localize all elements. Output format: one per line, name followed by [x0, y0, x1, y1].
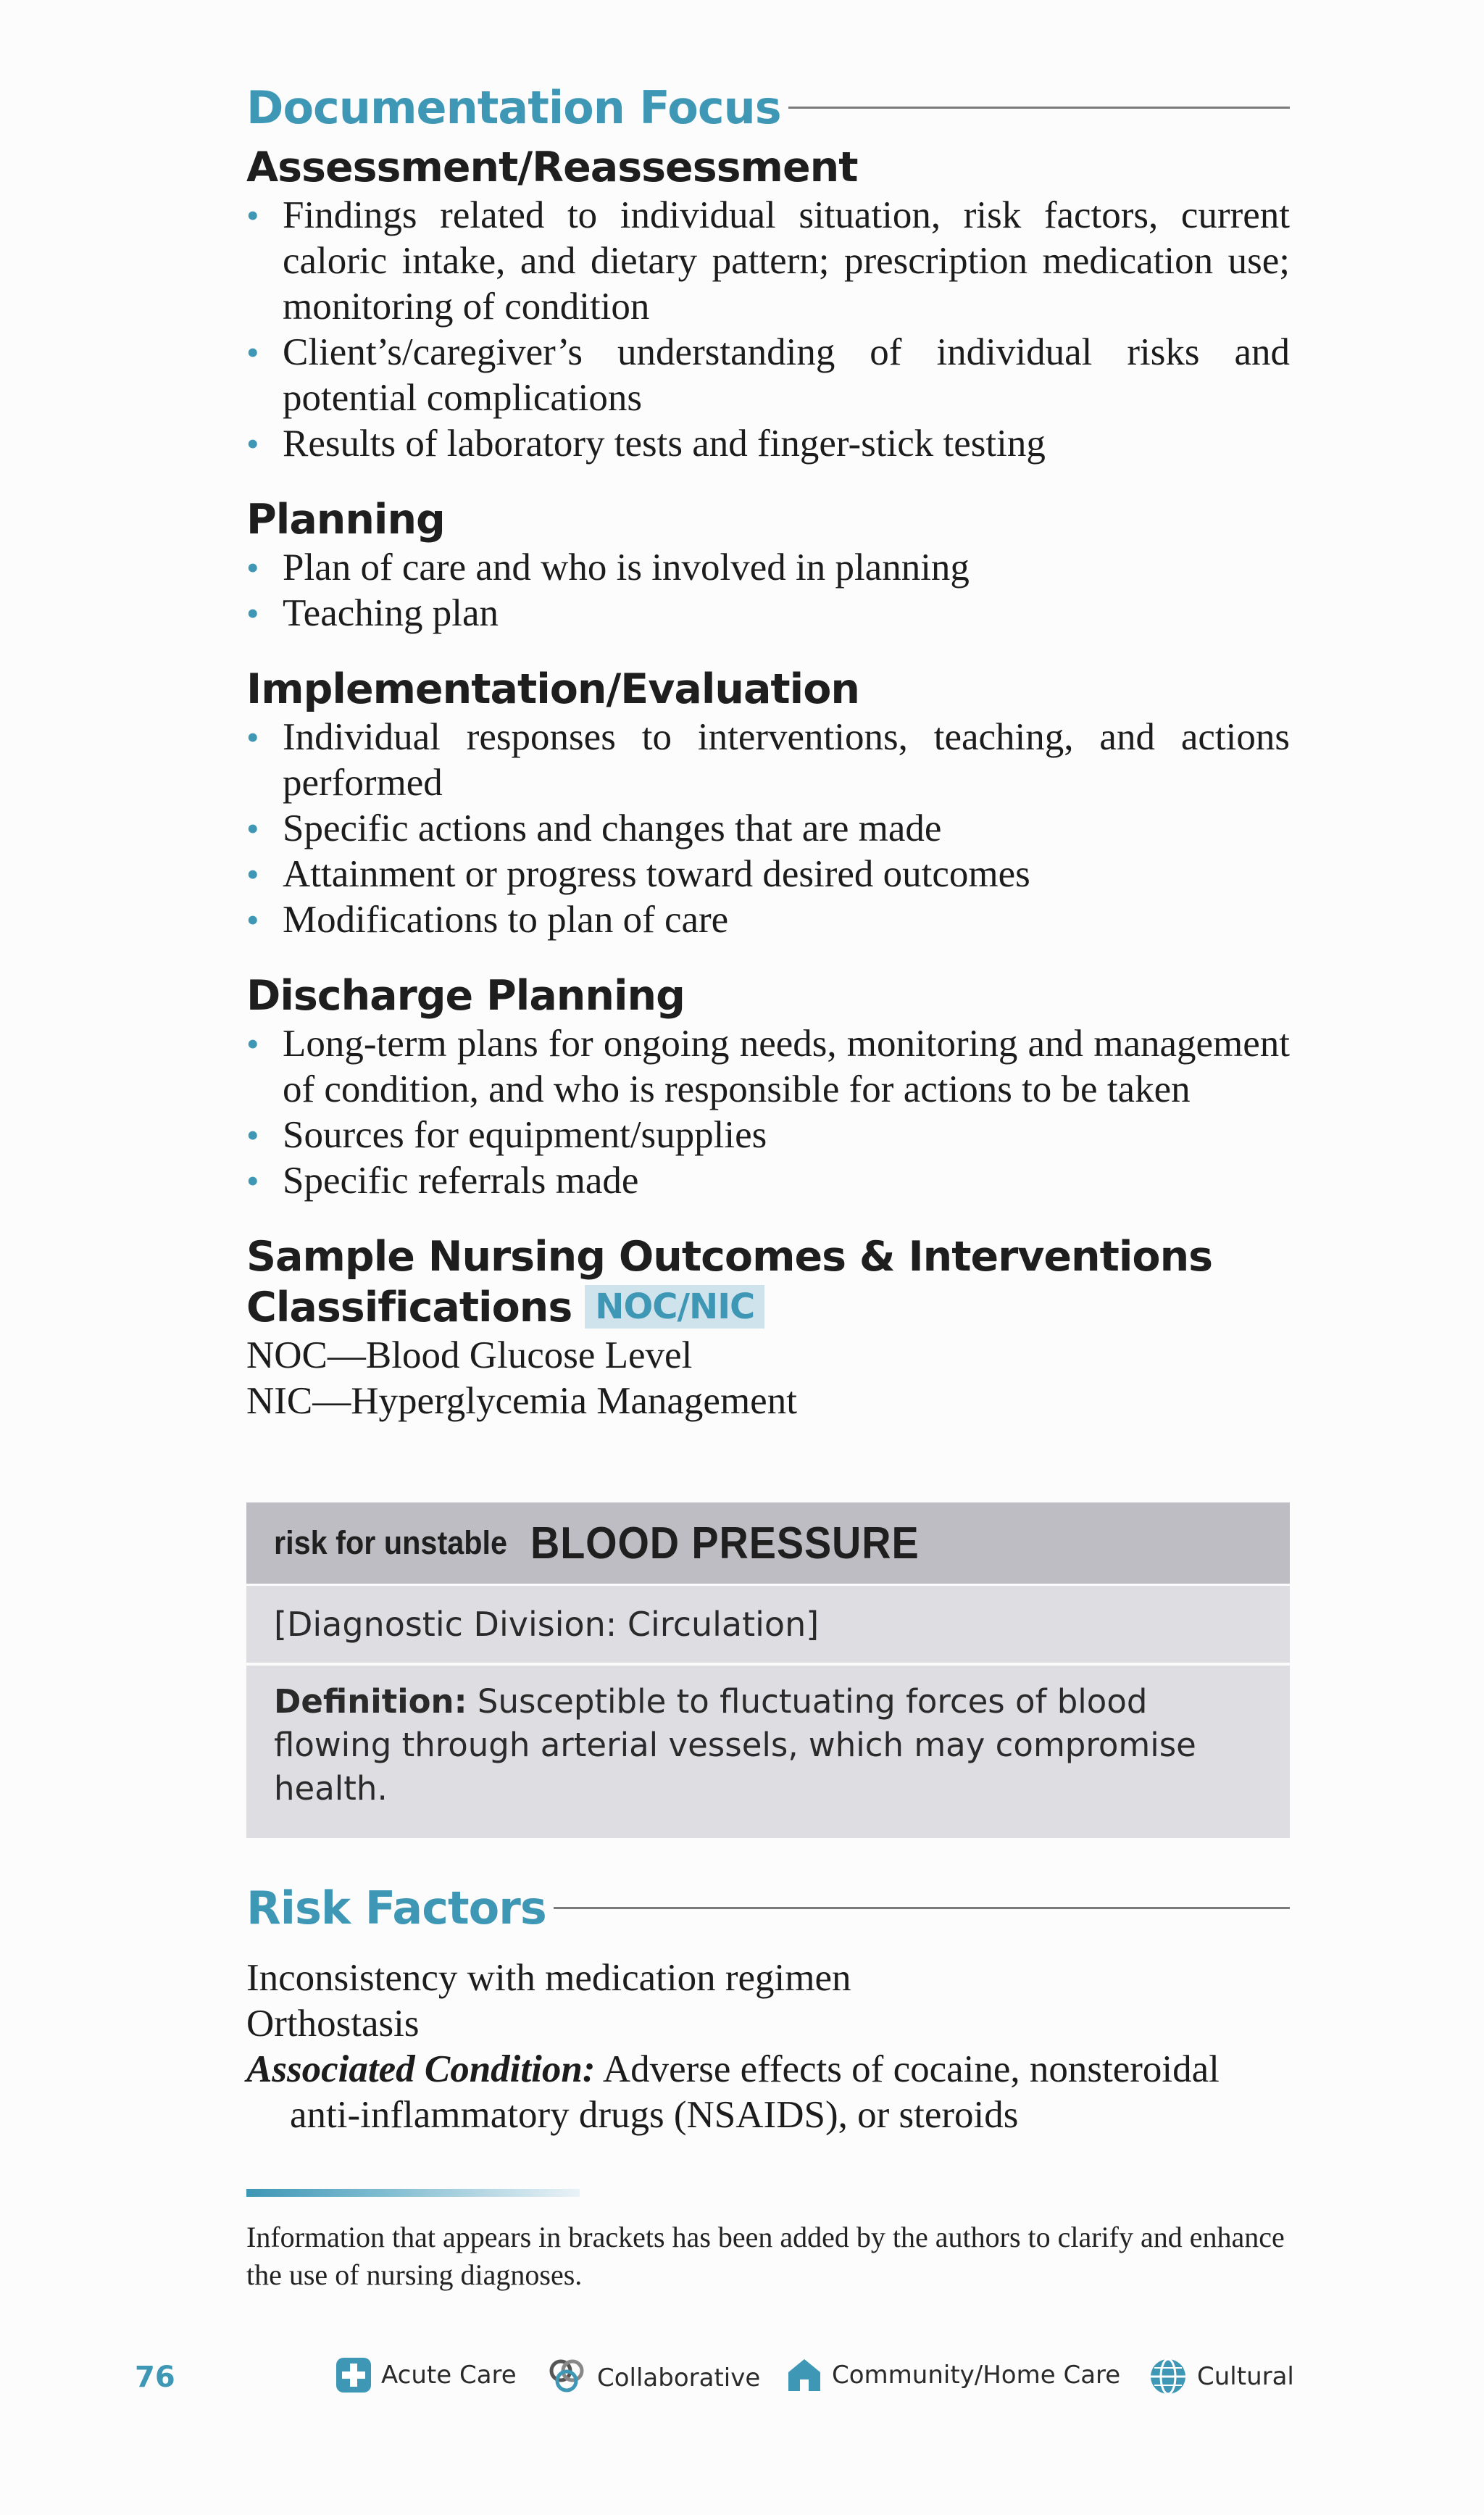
section-title: Risk Factors	[246, 1881, 546, 1934]
list-item: • Specific actions and changes that are made	[246, 806, 1290, 852]
bullet-icon: •	[246, 899, 259, 940]
implementation-list	[246, 715, 1290, 943]
bullet-icon: •	[246, 547, 259, 588]
legend-cultural	[1148, 2356, 1294, 2397]
bullet-icon: •	[246, 808, 259, 849]
noc-line: NOC—Blood Glucose Level	[246, 1334, 693, 1376]
bullet-icon: •	[246, 1160, 259, 1201]
legend-collaborative	[545, 2356, 760, 2400]
sample-heading-line2: Classifications NOC/NIC	[246, 1282, 1290, 1333]
legend-acute-care	[335, 2356, 517, 2394]
title-rule	[554, 1907, 1290, 1909]
planning-list	[246, 545, 1290, 636]
list-item: • Sources for equipment/supplies	[246, 1113, 1290, 1158]
page-number: 76	[135, 2361, 175, 2394]
bullet-icon: •	[246, 1023, 259, 1064]
legend-community-home-care	[785, 2356, 1120, 2394]
bullet-icon: •	[246, 593, 259, 633]
bullet-icon: •	[246, 332, 259, 373]
list-item: • Attainment or progress toward desired outcomes	[246, 852, 1290, 897]
list-item: • Long-term plans for ongoing needs, monitoring and management of condition, and who is responsible for actions to be taken	[246, 1023, 1290, 1110]
list-item: • Individual responses to interventions, teaching, and actions performed	[246, 716, 1290, 804]
associated-condition	[246, 2047, 1290, 2138]
collaborative-rings-icon	[545, 2356, 588, 2400]
list-item: • Plan of care and who is involved in planning	[246, 545, 1290, 591]
diagnosis-title: BLOOD PRESSURE	[530, 1518, 920, 1568]
footnote-rule	[246, 2189, 580, 2197]
diagnosis-card	[246, 1502, 1290, 1838]
page-content	[246, 72, 1290, 2294]
home-icon	[785, 2356, 823, 2394]
assessment-heading: Assessment/Reassessment	[246, 144, 858, 191]
list-item: • Modifications to plan of care	[246, 897, 1290, 943]
diagnostic-division: [Diagnostic Division: Circulation]	[246, 1586, 1290, 1663]
sample-heading-line1: Sample Nursing Outcomes & Interventions	[246, 1233, 1213, 1281]
risk-factor-item: Orthostasis	[246, 2003, 420, 2045]
legend-label: Collaborative	[597, 2364, 761, 2393]
legend-label: Community/Home Care	[832, 2361, 1121, 2390]
implementation-heading: Implementation/Evaluation	[246, 665, 859, 713]
noc-nic-badge: NOC/NIC	[585, 1285, 764, 1329]
legend-label: Cultural	[1197, 2362, 1294, 2391]
bullet-icon: •	[246, 854, 259, 894]
page-footer	[0, 2352, 1484, 2410]
list-item: • Specific referrals made	[246, 1158, 1290, 1204]
bullet-icon: •	[246, 195, 259, 236]
title-rule	[788, 107, 1290, 109]
risk-factor-item: Inconsistency with medication regimen	[246, 1957, 851, 1999]
nic-line: NIC—Hyperglycemia Management	[246, 1380, 797, 1422]
definition-label: Definition:	[274, 1682, 467, 1721]
discharge-list	[246, 1021, 1290, 1204]
bullet-icon: •	[246, 423, 259, 464]
definition-text: Susceptible to fluctuating forces of blood flowing through arterial vessels, which may compromise health.	[274, 1682, 1196, 1808]
footnote: Information that appears in brackets has been added by the authors to clarify and enhance the use of nursing diagnoses.	[246, 2221, 1285, 2291]
assessment-list	[246, 193, 1290, 467]
associated-label: Associated Condition:	[246, 2048, 596, 2090]
list-item: • Client’s/caregiver’s understanding of individual risks and potential complications	[246, 331, 1290, 419]
section-title: Documentation Focus	[246, 80, 781, 134]
discharge-heading: Discharge Planning	[246, 972, 685, 1020]
list-item: • Results of laboratory tests and finger-stick testing	[246, 421, 1290, 467]
planning-heading: Planning	[246, 496, 445, 544]
globe-icon	[1148, 2356, 1188, 2397]
bullet-icon: •	[246, 717, 259, 757]
bullet-icon: •	[246, 1115, 259, 1155]
associated-text: Adverse effects of cocaine, nonsteroidal anti-inflammatory drugs (NSAIDS), or steroids	[290, 2048, 1220, 2136]
risk-factors-header	[246, 1873, 1290, 1942]
list-item: • Teaching plan	[246, 591, 1290, 636]
legend-label: Acute Care	[381, 2361, 517, 2390]
list-item: • Findings related to individual situation, risk factors, current caloric intake, and dietary pattern; prescription medication use; monitoring of condition	[246, 194, 1290, 328]
definition-block	[246, 1666, 1290, 1838]
diagnosis-title-bar	[246, 1502, 1290, 1584]
documentation-focus-header	[246, 72, 1290, 142]
acute-care-cross-icon	[335, 2356, 372, 2394]
diagnosis-prefix: risk for unstable	[274, 1524, 508, 1561]
